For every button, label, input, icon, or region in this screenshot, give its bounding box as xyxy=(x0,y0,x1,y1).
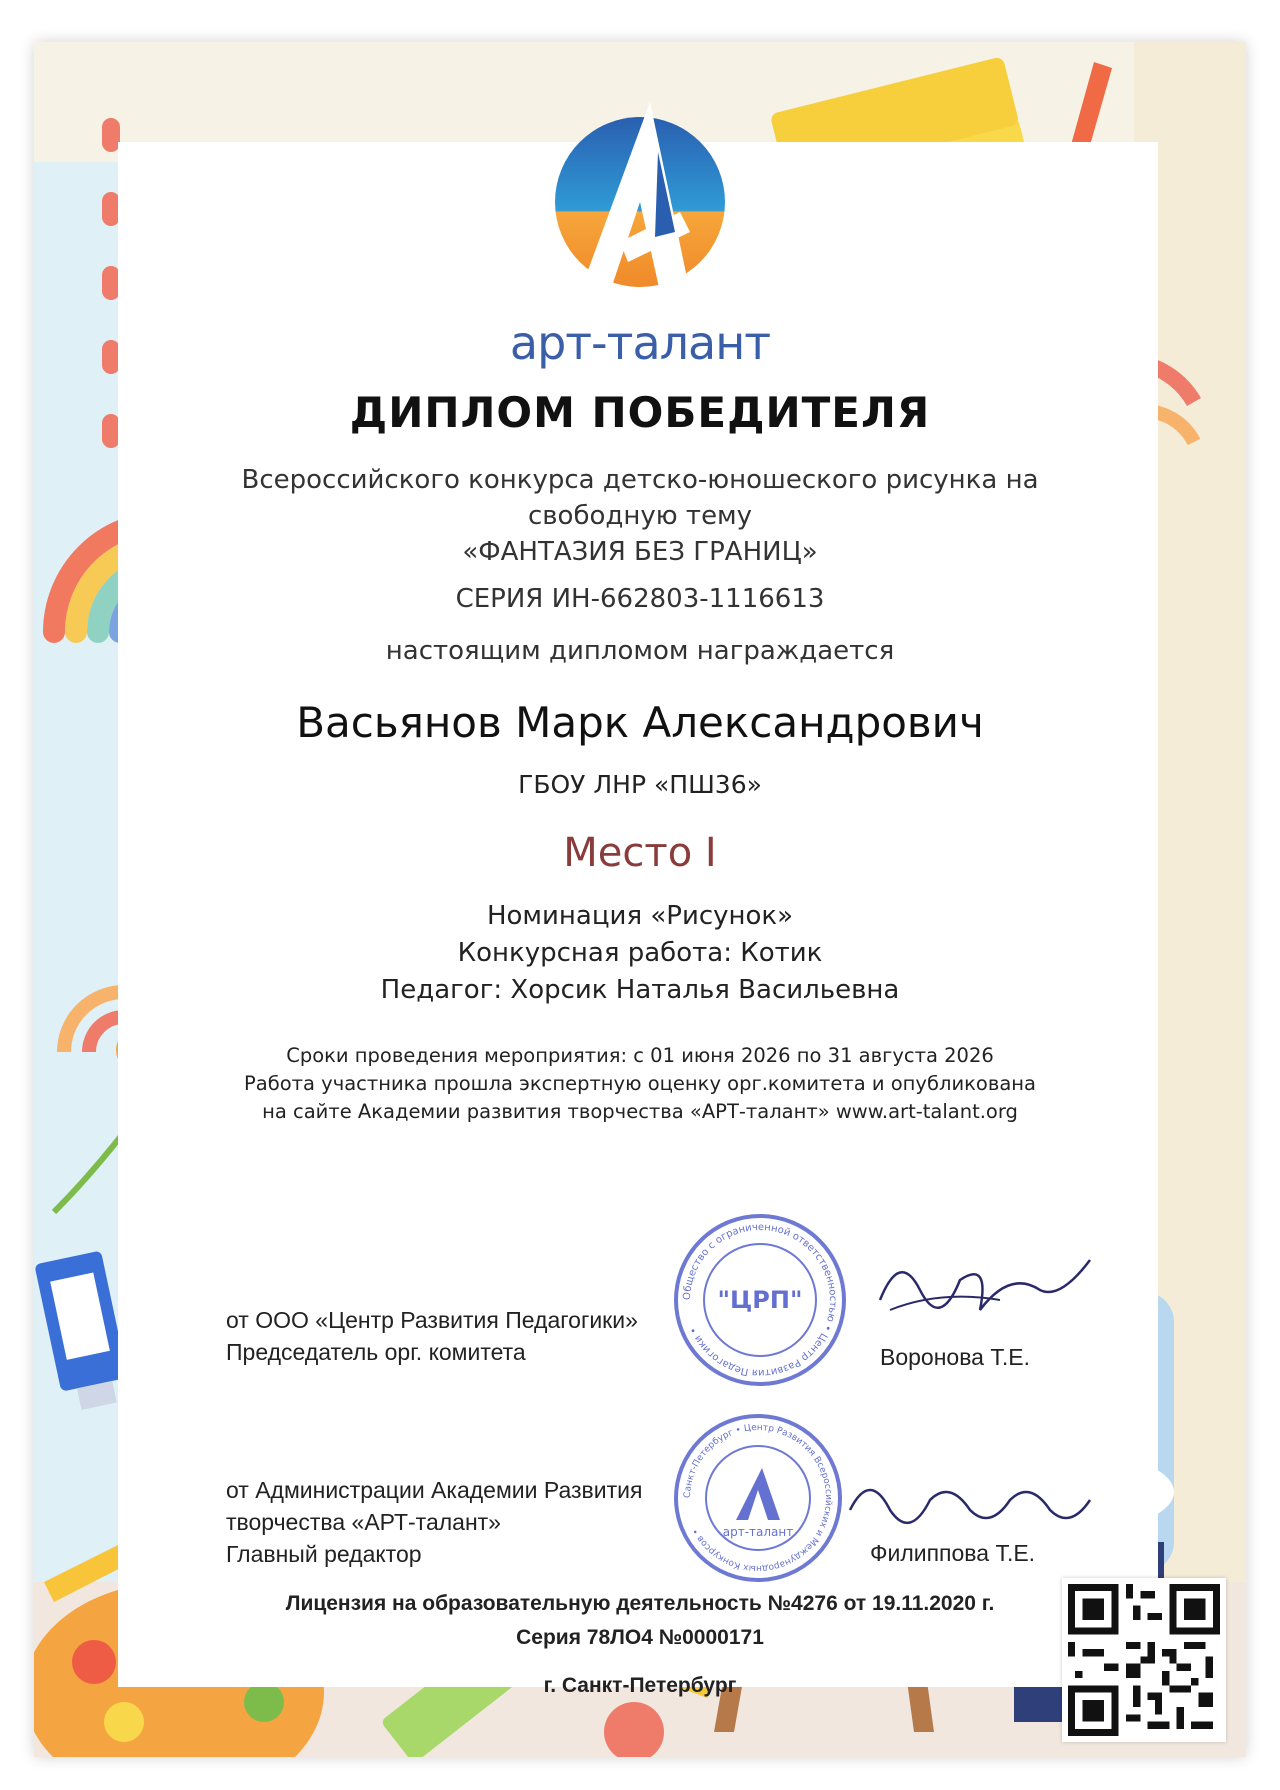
signature-role: Главный редактор xyxy=(226,1541,422,1567)
signature-scribble-2 xyxy=(840,1460,1100,1550)
stamp-ring-text: Санкт-Петербург • Центр Развития Всероссийских и Международных Конкурсов • xyxy=(682,1422,834,1574)
license-city: г. Санкт-Петербург xyxy=(543,1674,737,1697)
signature-org: творчества «АРТ-талант» xyxy=(226,1509,501,1535)
stamp-center-text: арт-талант xyxy=(722,1525,794,1539)
signature-org: от ООО «Центр Развития Педагогики» xyxy=(226,1307,638,1333)
signature-scribble-1 xyxy=(860,1240,1100,1350)
signature-block-1 xyxy=(226,1304,638,1368)
signature-block-2 xyxy=(226,1474,642,1570)
serial-number: СЕРИЯ ИН-662803-1116613 xyxy=(455,584,825,614)
qr-code[interactable] xyxy=(1062,1578,1226,1742)
subtitle-line: Всероссийского конкурса детско-юношеского рисунка на xyxy=(241,465,1039,495)
terms-line: на сайте Академии развития творчества «АРТ-талант» www.art-talant.org xyxy=(262,1100,1018,1123)
work-title: Конкурсная работа: Котик xyxy=(457,938,823,968)
contest-name: «ФАНТАЗИЯ БЕЗ ГРАНИЦ» xyxy=(462,537,818,567)
terms-line: Сроки проведения мероприятия: с 01 июня 2026 по 31 августа 2026 xyxy=(286,1044,994,1067)
diploma-title: ДИПЛОМ ПОБЕДИТЕЛЯ xyxy=(349,388,931,437)
qr-code-icon xyxy=(1068,1584,1220,1736)
stamp-ring-text: Общество с ограниченной ответственностью • Центр Развития Педагогики • xyxy=(681,1221,839,1379)
terms-text xyxy=(0,1042,1280,1126)
subtitle-line: свободную тему xyxy=(527,501,753,531)
teacher-name: Педагог: Хорсик Наталья Васильевна xyxy=(380,975,900,1005)
place-label: Место I xyxy=(563,830,717,876)
awarded-text: настоящим дипломом награждается xyxy=(385,636,895,666)
license-line: Лицензия на образовательную деятельность №4276 от 19.11.2020 г. xyxy=(285,1592,995,1615)
art-talant-logo-icon xyxy=(540,92,740,292)
signature-org: от Администрации Академии Развития xyxy=(226,1477,643,1503)
school-name: ГБОУ ЛНР «ПШ36» xyxy=(518,770,762,799)
signatory-name-1: Воронова Т.Е. xyxy=(880,1344,1030,1370)
nomination: Номинация «Рисунок» xyxy=(486,901,794,931)
stamp-center-text: "ЦРП" xyxy=(717,1286,803,1314)
org-stamp-icon xyxy=(670,1210,850,1390)
signatory-name-2: Филиппова Т.Е. xyxy=(870,1540,1036,1566)
license-series: Серия 78ЛО4 №0000171 xyxy=(516,1626,764,1649)
terms-line: Работа участника прошла экспертную оценку орг.комитета и опубликована xyxy=(244,1072,1036,1095)
academy-stamp-icon xyxy=(670,1410,846,1586)
brand-name: арт-талант xyxy=(509,316,771,370)
signature-role: Председатель орг. комитета xyxy=(226,1339,526,1365)
recipient-name: Васьянов Марк Александрович xyxy=(296,698,984,747)
contest-description xyxy=(0,462,1280,570)
work-details xyxy=(0,898,1280,1009)
